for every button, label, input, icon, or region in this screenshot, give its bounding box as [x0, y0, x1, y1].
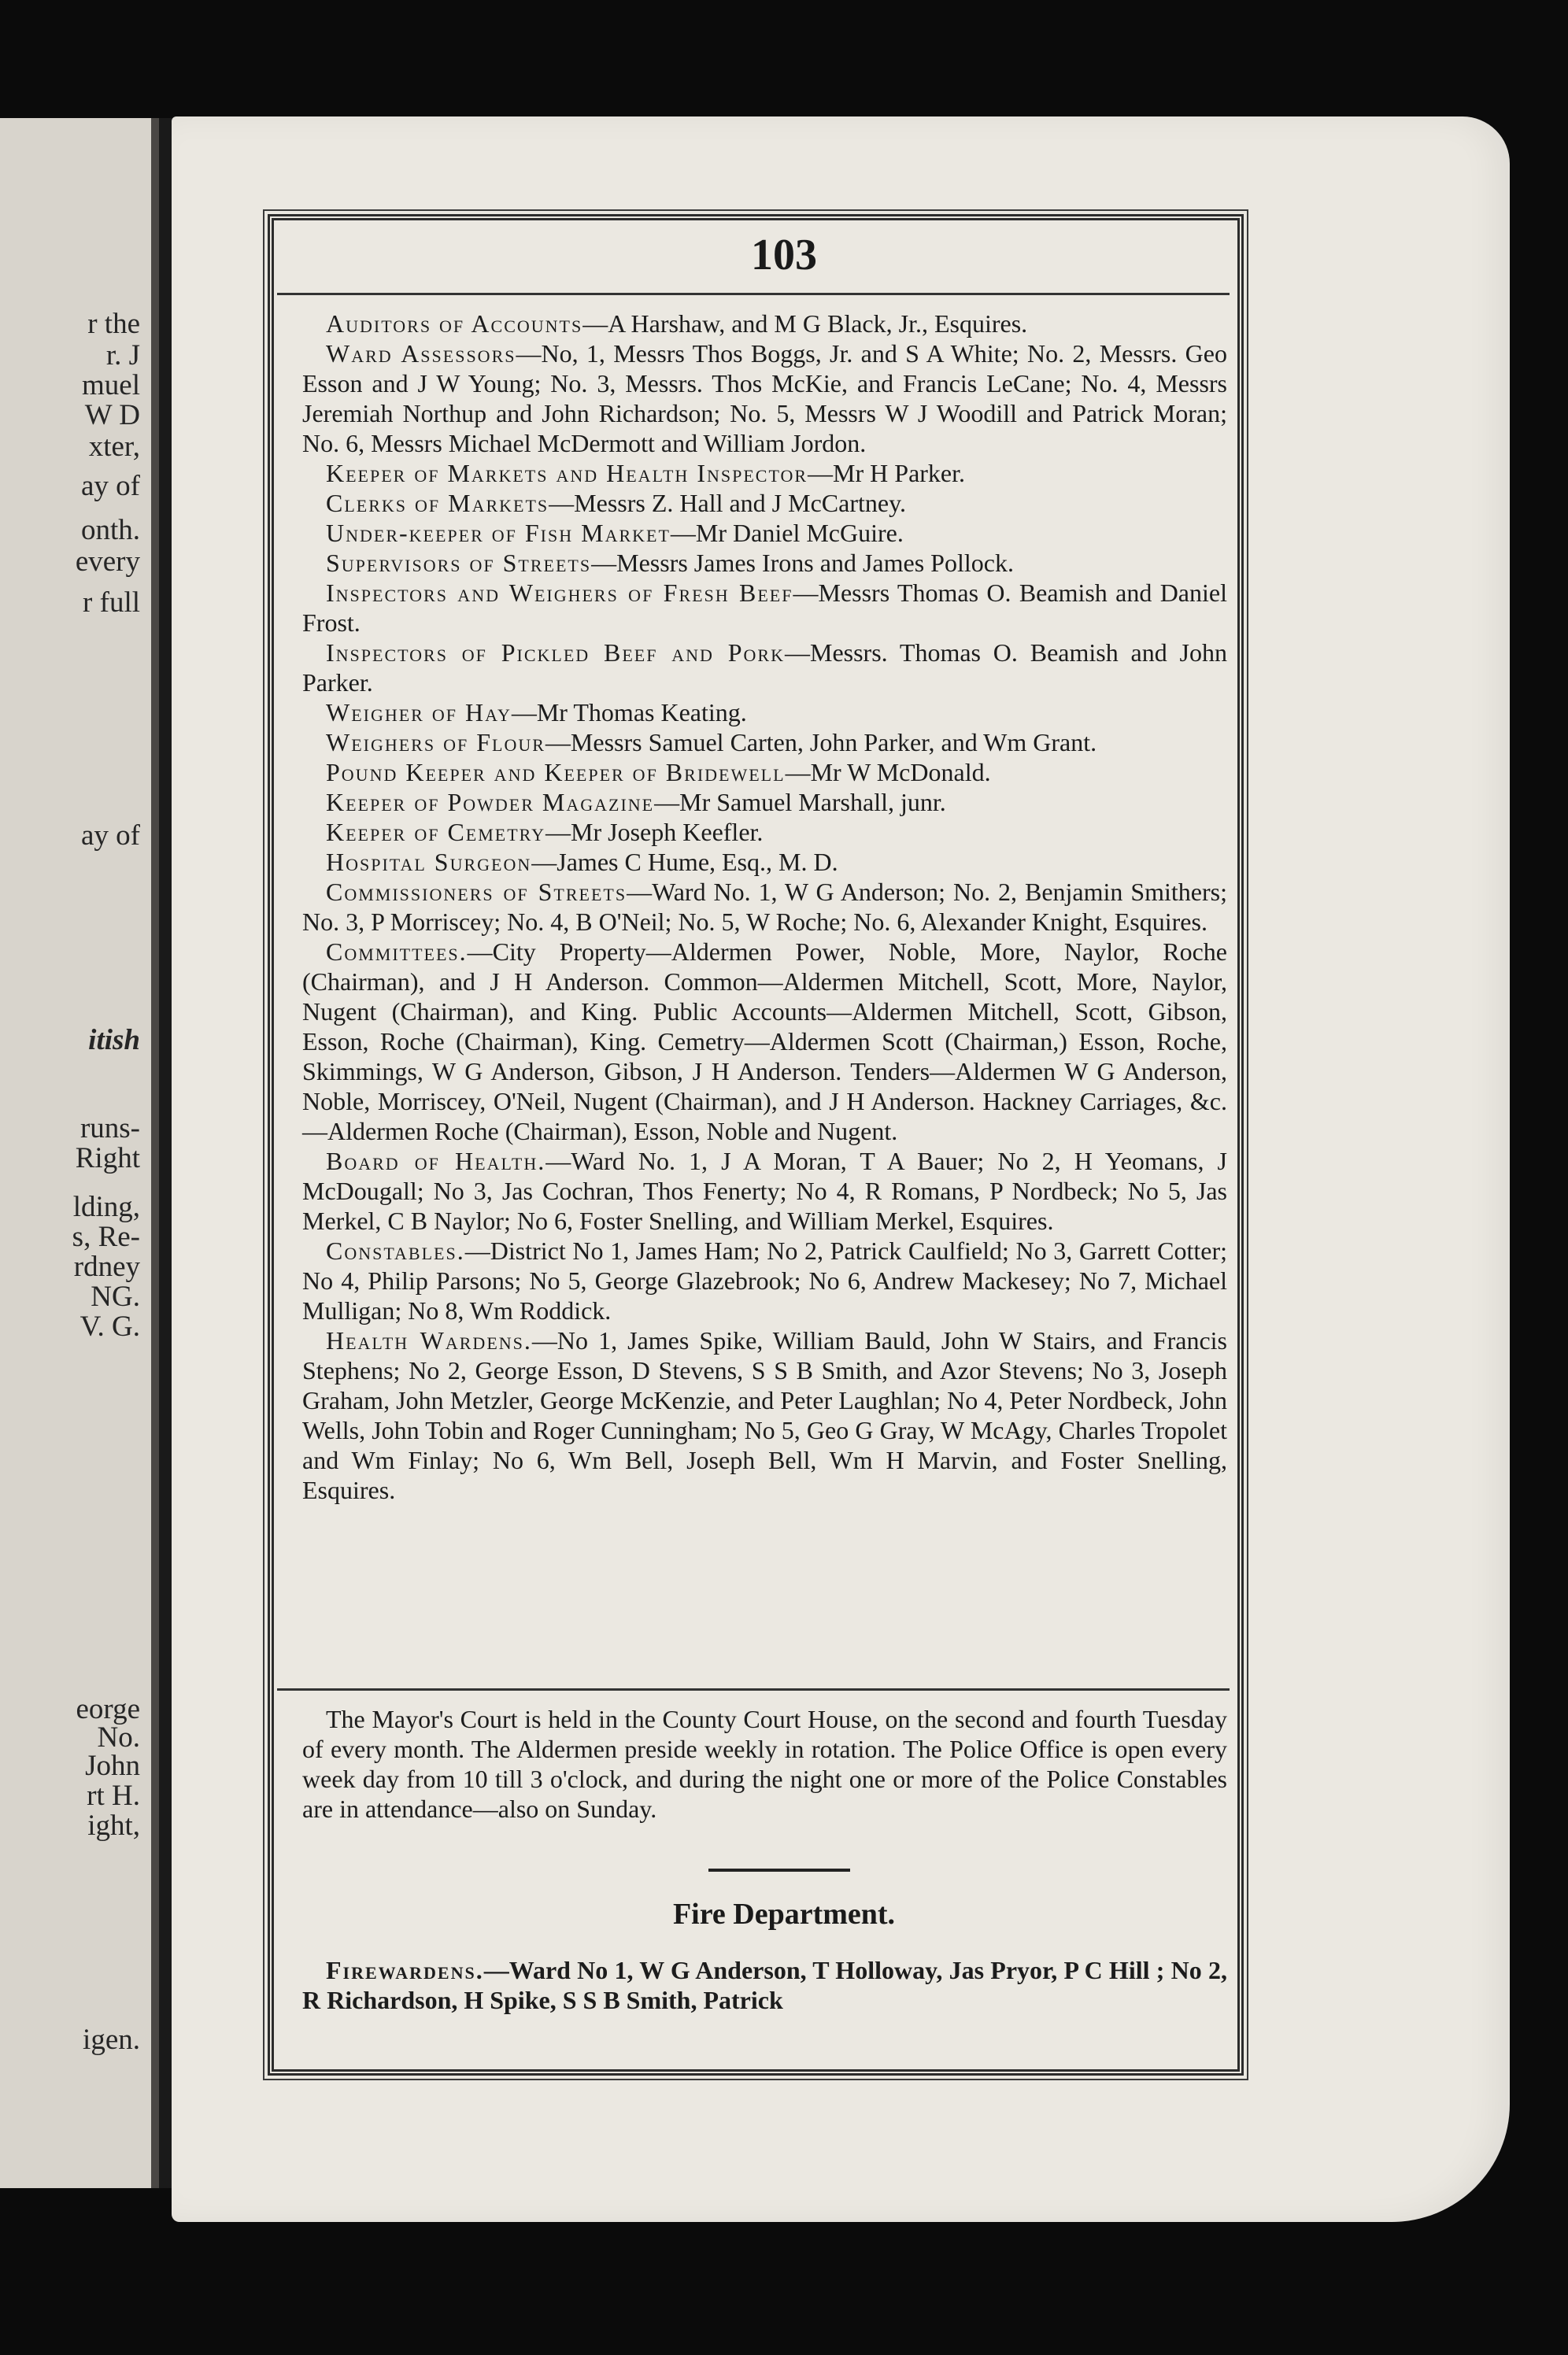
prev-fragment: itish [88, 1024, 140, 1056]
entry-title: Under-keeper of Fish Market [326, 519, 671, 547]
officials-list [302, 309, 1227, 1505]
entry-text: —District No 1, James Ham; No 2, Patrick Caulfield; No 3, Garrett Cotter; No 4, Philip Parsons; No 5, George Glazebrook; No 6, Andrew Mackesey; No 7, Michael Mulligan; No 8, Wm Roddick. [302, 1237, 1227, 1325]
prev-fragment: Right [75, 1142, 140, 1174]
entry-text: —Mr H Parker. [808, 459, 966, 487]
entry-text: —Messrs Samuel Carten, John Parker, and Wm Grant. [545, 728, 1097, 756]
firewardens-entry [302, 1955, 1227, 2015]
official-entry [302, 937, 1227, 1146]
entry-title: Commissioners of Streets [326, 878, 627, 906]
official-entry [302, 877, 1227, 937]
entry-title: Keeper of Cemetry [326, 818, 546, 846]
section-rule [277, 1688, 1230, 1691]
entry-title: Hospital Surgeon [326, 848, 532, 876]
official-entry [302, 817, 1227, 847]
prev-fragment: r the [87, 308, 140, 340]
mayors-court-notice [302, 1704, 1227, 1824]
entry-text: —Messrs Z. Hall and J McCartney. [549, 489, 906, 517]
entry-text: —No, 1, Messrs Thos Boggs, Jr. and S A White; No. 2, Messrs. Geo Esson and J W Young; No. 3, Messrs. Thos McKie, and Francis LeCane; No. 4, Messrs Jeremiah Northup and John Richardson; No. 5, Messrs W J Woodill and Patrick Moran; No. 6, Messrs Michael McDermott and William Jordon. [302, 339, 1227, 457]
header-rule [277, 293, 1230, 295]
official-entry [302, 338, 1227, 458]
previous-page-edge [0, 118, 159, 2188]
entry-title: Weighers of Flour [326, 728, 545, 756]
prev-fragment: No. [97, 1721, 140, 1754]
prev-fragment: rdney [73, 1251, 140, 1283]
entry-text: —Messrs. Thomas O. Beamish and John Parker. [302, 638, 1228, 697]
prev-fragment: r. J [105, 339, 140, 372]
prev-fragment: rt H. [87, 1780, 140, 1812]
prev-fragment: r full [83, 586, 140, 619]
entry-text: —Mr W McDonald. [785, 758, 991, 786]
prev-fragment: ay of [81, 470, 140, 502]
prev-fragment: igen. [83, 2024, 140, 2056]
entry-title: Clerks of Markets [326, 489, 549, 517]
prev-fragment: onth. [80, 514, 140, 546]
official-entry [302, 727, 1227, 757]
entry-title: Pound Keeper and Keeper of Bridewell [326, 758, 786, 786]
entry-title: Auditors of Accounts [326, 309, 583, 338]
entry-text: —Ward No. 1, W G Anderson; No. 2, Benjamin Smithers; No. 3, P Morriscey; No. 4, B O'Neil; No. 5, W Roche; No. 6, Alexander Knight, Esquires. [302, 878, 1228, 936]
entry-text: —Mr Samuel Marshall, junr. [654, 788, 946, 816]
official-entry [302, 458, 1227, 488]
entry-text: —Ward No. 1, J A Moran, T A Bauer; No 2, H Yeomans, J McDougall; No 3, Jas Cochran, Thos Fenerty; No 4, R Romans, P Nordbeck; No 5, Jas Merkel, C B Naylor; No 6, Foster Snelling, and William Merkel, Esquires. [302, 1147, 1228, 1235]
entry-text: —Messrs James Irons and James Pollock. [591, 549, 1014, 577]
notice-text: The Mayor's Court is held in the County Court House, on the second and fourth Tuesday of every month. The Aldermen preside weekly in rotation. The Police Office is open every week day from 10 till 3 o'clock, and during the night one or more of the Police Constables are in attendance—also on Sunday. [302, 1705, 1227, 1823]
prev-fragment: every [75, 545, 140, 578]
entry-text: —James C Hume, Esq., M. D. [531, 848, 838, 876]
entry-text: —Mr Daniel McGuire. [670, 519, 904, 547]
entry-text: —Messrs Thomas O. Beamish and Daniel Frost. [302, 579, 1227, 637]
prev-fragment: eorge [76, 1693, 140, 1725]
entry-text: —No 1, James Spike, William Bauld, John W Stairs, and Francis Stephens; No 2, George Esson, D Stevens, S S B Smith, and Azor Stevens; No 3, Joseph Graham, John Metzler, George McKenzie, and Peter Laughlan; No 4, Peter Nordbeck, John Wells, John Tobin and Roger Cunningham; No 5, Geo G Gray, W McAgy, Charles Tropolet and Wm Finlay; No 6, Wm Bell, Joseph Bell, Wm H Marvin, and Foster Snelling, Esquires. [302, 1326, 1227, 1504]
official-entry [302, 638, 1227, 697]
entry-text: —Mr Thomas Keating. [511, 698, 747, 726]
official-entry [302, 548, 1227, 578]
entry-title: Committees. [326, 937, 468, 966]
entry-title: Weigher of Hay [326, 698, 512, 726]
short-divider [708, 1869, 850, 1872]
official-entry [302, 578, 1227, 638]
entry-text: —Mr Joseph Keefler. [545, 818, 764, 846]
prev-fragment: muel [82, 369, 140, 401]
firewardens-title: Firewardens. [326, 1956, 484, 1984]
official-entry [302, 488, 1227, 518]
entry-title: Constables. [326, 1237, 465, 1265]
prev-fragment: lding, [72, 1191, 140, 1223]
official-entry [302, 697, 1227, 727]
entry-title: Board of Health. [326, 1147, 546, 1175]
entry-title: Ward Assessors [326, 339, 516, 368]
fire-department-heading: Fire Department. [672, 1898, 896, 1931]
prev-fragment: xter, [88, 431, 140, 463]
official-entry [302, 1236, 1227, 1325]
official-entry [302, 1146, 1227, 1236]
prev-fragment: John [85, 1750, 140, 1782]
page-number: 103 [751, 231, 817, 279]
entry-title: Inspectors of Pickled Beef and Pork [326, 638, 785, 667]
official-entry [302, 757, 1227, 787]
official-entry [302, 518, 1227, 548]
entry-title: Supervisors of Streets [326, 549, 592, 577]
entry-title: Keeper of Powder Magazine [326, 788, 655, 816]
official-entry [302, 847, 1227, 877]
entry-title: Health Wardens. [326, 1326, 532, 1355]
prev-fragment: ight, [87, 1810, 140, 1842]
prev-fragment: V. G. [80, 1311, 140, 1343]
prev-fragment: runs- [80, 1112, 140, 1144]
entry-text: —City Property—Aldermen Power, Noble, More, Naylor, Roche (Chairman), and J H Anderson. Common—Aldermen Mitchell, Scott, More, Naylor, Nugent (Chairman), and King. Public Accounts—Aldermen Mitchell, Scott, Gibson, Esson, Roche (Chairman), King. Cemetry—Aldermen Scott (Chairman,) Esson, Roche, Skimmings, W G Anderson, Gibson, J H Anderson. Tenders—Aldermen W G Anderson, Noble, Morriscey, O'Neil, Nugent (Chairman), and J H Anderson. Hackney Carriages, &c.—Aldermen Roche (Chairman), Esson, Noble and Nugent. [302, 937, 1227, 1145]
entry-title: Keeper of Markets and Health Inspector [326, 459, 808, 487]
entry-text: —A Harshaw, and M G Black, Jr., Esquires. [582, 309, 1028, 338]
firewardens-text: —Ward No 1, W G Anderson, T Holloway, Jas Pryor, P C Hill ; No 2, R Richardson, H Spike, S S B Smith, Patrick [302, 1956, 1227, 2014]
official-entry [302, 787, 1227, 817]
prev-fragment: W D [84, 399, 140, 431]
book-gutter [159, 118, 172, 2188]
prev-fragment: ay of [81, 819, 140, 852]
official-entry [302, 1325, 1227, 1505]
official-entry [302, 309, 1227, 338]
entry-title: Inspectors and Weighers of Fresh Beef [326, 579, 793, 607]
prev-fragment: NG. [91, 1281, 140, 1313]
prev-fragment: s, Re- [72, 1221, 140, 1253]
